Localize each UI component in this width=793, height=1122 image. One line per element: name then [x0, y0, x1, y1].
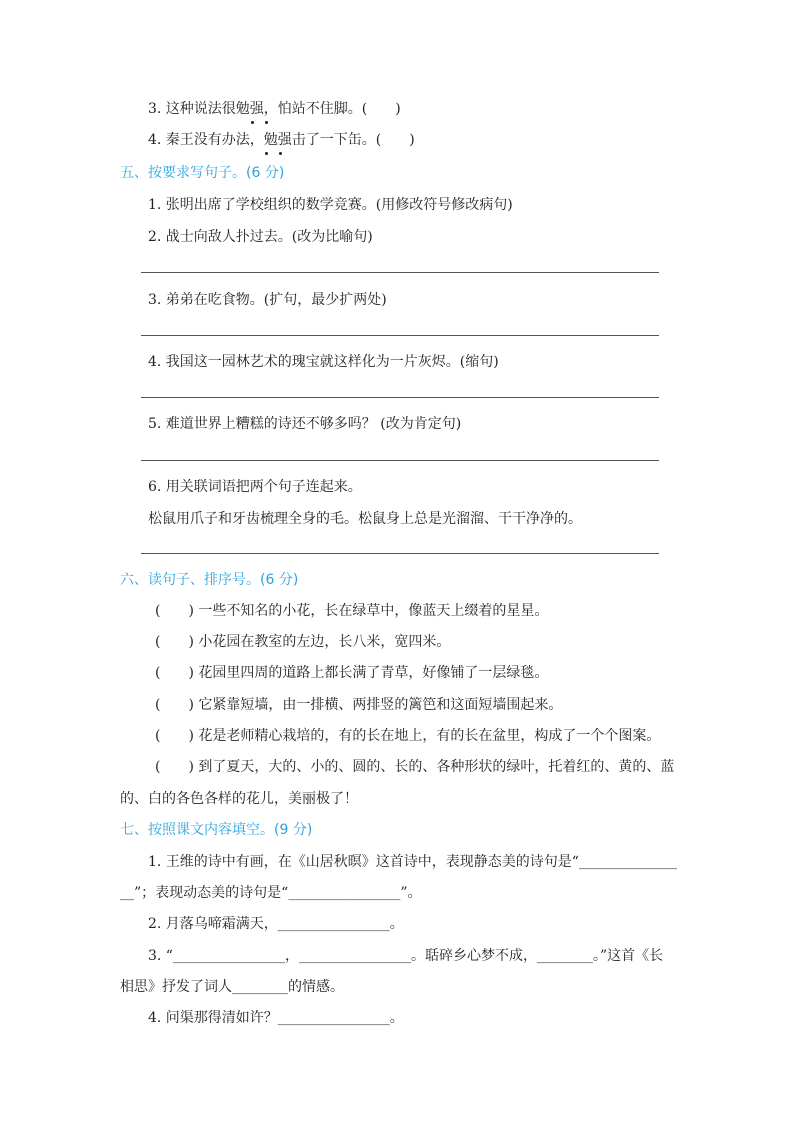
answer-line[interactable]	[141, 272, 659, 273]
section5-question-4: 4. 我国这一园林艺术的瑰宝就这样化为一片灰烬。(缩句)	[148, 354, 499, 370]
ordering-item-2[interactable]: ( ) 小花园在教室的左边，长八米，宽四米。	[155, 634, 451, 650]
section5-question-5: 5. 难道世界上糟糕的诗还不够多吗？ (改为肯定句)	[148, 416, 462, 432]
ordering-item-6[interactable]: ( ) 到了夏天，大的、小的、圆的、长的、各种形状的绿叶，托着红的、黄的、蓝	[155, 759, 675, 775]
section4-question-4: 4. 秦王没有办法，勉强击了一下缶。( )	[148, 132, 415, 148]
ordering-item-4[interactable]: ( ) 它紧靠短墙，由一排横、两排竖的篱笆和这面短墙围起来。	[155, 697, 563, 713]
section5-question-3: 3. 弟弟在吃食物。(扩句，最少扩两处)	[148, 292, 387, 308]
ordering-item-5[interactable]: ( ) 花是老师精心栽培的，有的长在地上，有的长在盆里，构成了一个个图案。	[155, 728, 661, 744]
ordering-item-3[interactable]: ( ) 花园里四周的道路上都长满了青草，好像铺了一层绿毯。	[155, 665, 549, 681]
section5-heading: 五、按要求写句子。(6 分)	[120, 165, 285, 181]
answer-line[interactable]	[141, 460, 659, 461]
section4-question-3: 3. 这种说法很勉强，怕站不住脚。( )	[148, 101, 401, 117]
section5-question-2: 2. 战士向敌人扑过去。(改为比喻句)	[148, 229, 373, 245]
section5-question-1: 1. 张明出席了学校组织的数学竞赛。(用修改符号修改病句)	[148, 197, 513, 213]
section7-question-2[interactable]: 2. 月落乌啼霜满天，________________。	[148, 916, 404, 932]
answer-line[interactable]	[141, 553, 659, 554]
emphasis-dot	[265, 121, 268, 124]
section7-question-1-line-2[interactable]: __”；表现动态美的诗句是“________________”。	[120, 885, 422, 901]
ordering-item-6-continuation: 的、白的各色各样的花儿，美丽极了！	[120, 791, 358, 807]
ordering-item-1[interactable]: ( ) 一些不知名的小花，长在绿草中，像蓝天上缀着的星星。	[155, 603, 549, 619]
section5-question-6-text: 松鼠用爪子和牙齿梳理全身的毛。松鼠身上总是光溜溜、干干净净的。	[148, 511, 582, 527]
section7-question-1-line-1[interactable]: 1. 王维的诗中有画，在《山居秋暝》这首诗中，表现静态美的诗句是“______________	[148, 854, 677, 870]
section7-question-3-line-1[interactable]: 3. “________________，________________。聒碎乡心梦不成，________。”这首《长	[148, 948, 664, 964]
emphasis-dot	[265, 152, 268, 155]
section7-question-4[interactable]: 4. 问渠那得清如许？________________。	[148, 1010, 404, 1026]
answer-line[interactable]	[141, 397, 659, 398]
section6-heading: 六、读句子、排序号。(6 分)	[120, 572, 299, 588]
emphasis-dot	[279, 152, 282, 155]
section7-question-3-line-2[interactable]: 相思》抒发了词人________的情感。	[120, 979, 344, 995]
section5-question-6: 6. 用关联词语把两个句子连起来。	[148, 479, 362, 495]
section7-heading: 七、按照课文内容填空。(9 分)	[120, 822, 313, 838]
answer-line[interactable]	[141, 335, 659, 336]
emphasis-dot	[251, 121, 254, 124]
